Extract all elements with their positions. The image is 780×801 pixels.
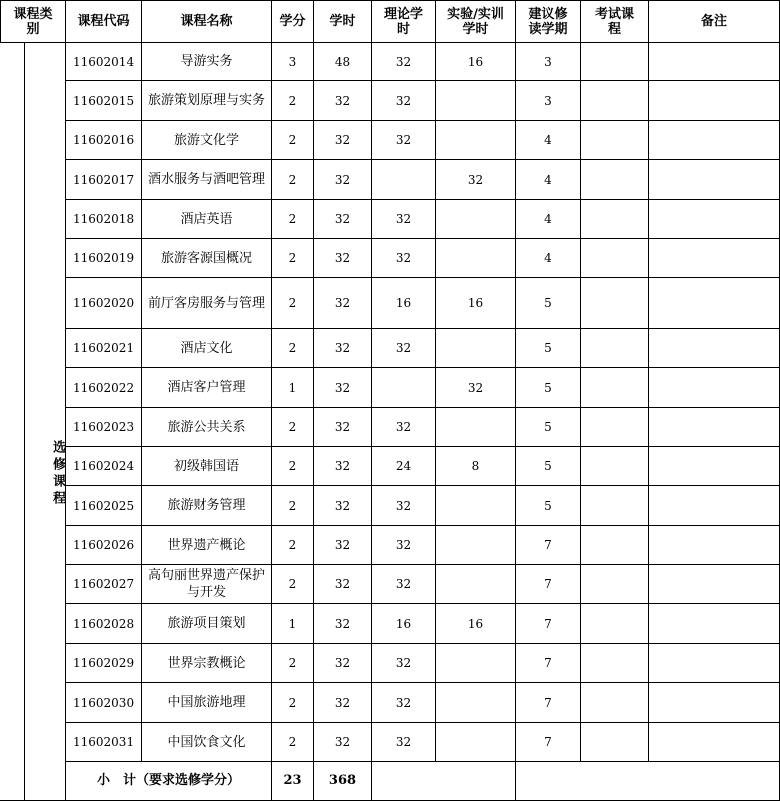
cell-theory: 32 — [371, 564, 436, 604]
course-name: 中国旅游地理 — [141, 682, 272, 723]
cell-remarks — [648, 277, 780, 329]
cell-lab — [435, 722, 516, 762]
cell-credits: 2 — [271, 722, 314, 762]
cell-semester: 7 — [515, 525, 581, 565]
cell-lab: 32 — [435, 367, 516, 408]
course-code: 11602017 — [65, 159, 142, 200]
cell-credits: 2 — [271, 564, 314, 604]
cell-semester: 7 — [515, 564, 581, 604]
header-lab: 实验/实训学时 — [435, 0, 516, 43]
cell-exam — [580, 407, 649, 447]
course-name: 旅游财务管理 — [141, 485, 272, 526]
cell-hours: 32 — [313, 682, 372, 723]
cell-remarks — [648, 238, 780, 278]
cell-exam — [580, 446, 649, 486]
cell-exam — [580, 564, 649, 604]
cell-credits: 2 — [271, 120, 314, 160]
cell-theory: 32 — [371, 682, 436, 723]
cell-theory — [371, 159, 436, 200]
cell-hours: 32 — [313, 407, 372, 447]
header-hours: 学时 — [313, 0, 372, 43]
cell-semester: 7 — [515, 643, 581, 683]
cell-credits: 3 — [271, 42, 314, 81]
cell-credits: 2 — [271, 199, 314, 239]
cell-hours: 32 — [313, 238, 372, 278]
cell-credits: 2 — [271, 328, 314, 368]
cell-hours: 32 — [313, 328, 372, 368]
cell-semester: 3 — [515, 80, 581, 121]
cell-credits: 2 — [271, 407, 314, 447]
cell-remarks — [648, 199, 780, 239]
course-name: 中国饮食文化 — [141, 722, 272, 762]
cell-semester: 5 — [515, 407, 581, 447]
header-name: 课程名称 — [141, 0, 272, 43]
cell-semester: 5 — [515, 446, 581, 486]
cell-credits: 2 — [271, 525, 314, 565]
cell-remarks — [648, 159, 780, 200]
cell-theory: 32 — [371, 407, 436, 447]
course-name: 旅游文化学 — [141, 120, 272, 160]
cell-hours: 32 — [313, 367, 372, 408]
cell-hours: 32 — [313, 446, 372, 486]
course-code: 11602025 — [65, 485, 142, 526]
cell-lab — [435, 564, 516, 604]
cell-exam — [580, 525, 649, 565]
course-code: 11602026 — [65, 525, 142, 565]
cell-exam — [580, 328, 649, 368]
cell-lab — [435, 407, 516, 447]
cell-theory: 32 — [371, 328, 436, 368]
cell-exam — [580, 199, 649, 239]
cell-exam — [580, 643, 649, 683]
cell-credits: 1 — [271, 367, 314, 408]
cell-remarks — [648, 446, 780, 486]
course-code: 11602031 — [65, 722, 142, 762]
subtotal-label: 小 计（要求选修学分） — [65, 761, 272, 801]
cell-semester: 5 — [515, 485, 581, 526]
cell-remarks — [648, 367, 780, 408]
course-name: 酒水服务与酒吧管理 — [141, 159, 272, 200]
subtotal-credits: 23 — [271, 761, 314, 801]
cell-credits: 2 — [271, 643, 314, 683]
cell-credits: 2 — [271, 485, 314, 526]
cell-lab: 16 — [435, 277, 516, 329]
course-code: 11602019 — [65, 238, 142, 278]
cell-semester: 7 — [515, 682, 581, 723]
course-code: 11602027 — [65, 564, 142, 604]
cell-credits: 2 — [271, 159, 314, 200]
course-code: 11602022 — [65, 367, 142, 408]
cell-remarks — [648, 80, 780, 121]
cell-exam — [580, 120, 649, 160]
cell-remarks — [648, 682, 780, 723]
cell-semester: 5 — [515, 277, 581, 329]
cell-remarks — [648, 722, 780, 762]
cell-theory: 32 — [371, 722, 436, 762]
cell-exam — [580, 722, 649, 762]
cell-remarks — [648, 328, 780, 368]
course-code: 11602030 — [65, 682, 142, 723]
cell-hours: 32 — [313, 120, 372, 160]
cell-lab — [435, 199, 516, 239]
cell-lab: 16 — [435, 603, 516, 644]
cell-lab — [435, 485, 516, 526]
cell-exam — [580, 682, 649, 723]
course-code: 11602014 — [65, 42, 142, 81]
course-name: 世界宗教概论 — [141, 643, 272, 683]
cell-remarks — [648, 120, 780, 160]
cell-exam — [580, 80, 649, 121]
cell-exam — [580, 238, 649, 278]
cell-remarks — [648, 525, 780, 565]
cell-lab: 16 — [435, 42, 516, 81]
cell-theory: 24 — [371, 446, 436, 486]
course-name: 导游实务 — [141, 42, 272, 81]
cell-exam — [580, 42, 649, 81]
subtotal-hours: 368 — [313, 761, 372, 801]
cell-hours: 32 — [313, 485, 372, 526]
cell-semester: 4 — [515, 120, 581, 160]
cell-remarks — [648, 42, 780, 81]
course-name: 酒店文化 — [141, 328, 272, 368]
header-code: 课程代码 — [65, 0, 142, 43]
course-name: 世界遗产概论 — [141, 525, 272, 565]
course-code: 11602016 — [65, 120, 142, 160]
cell-semester: 3 — [515, 42, 581, 81]
cell-lab — [435, 682, 516, 723]
course-code: 11602023 — [65, 407, 142, 447]
cell-credits: 2 — [271, 682, 314, 723]
cell-hours: 32 — [313, 277, 372, 329]
cell-exam — [580, 277, 649, 329]
course-name: 酒店英语 — [141, 199, 272, 239]
cell-semester: 5 — [515, 328, 581, 368]
subtotal-empty-1 — [371, 761, 516, 801]
cell-exam — [580, 367, 649, 408]
cell-lab — [435, 525, 516, 565]
header-exam: 考试课程 — [580, 0, 649, 43]
category-label: 选修课程 — [0, 42, 66, 801]
cell-remarks — [648, 603, 780, 644]
cell-semester: 4 — [515, 199, 581, 239]
cell-lab — [435, 643, 516, 683]
cell-remarks — [648, 407, 780, 447]
cell-remarks — [648, 564, 780, 604]
cell-hours: 32 — [313, 603, 372, 644]
course-name: 高句丽世界遗产保护与开发 — [141, 564, 272, 604]
cell-hours: 32 — [313, 722, 372, 762]
cell-theory: 32 — [371, 238, 436, 278]
course-name: 初级韩国语 — [141, 446, 272, 486]
cell-theory: 16 — [371, 277, 436, 329]
cell-lab — [435, 328, 516, 368]
cell-exam — [580, 485, 649, 526]
cell-theory: 32 — [371, 485, 436, 526]
course-code: 11602024 — [65, 446, 142, 486]
cell-hours: 32 — [313, 80, 372, 121]
course-code: 11602015 — [65, 80, 142, 121]
cell-remarks — [648, 485, 780, 526]
cell-hours: 32 — [313, 564, 372, 604]
cell-credits: 2 — [271, 238, 314, 278]
cell-exam — [580, 603, 649, 644]
header-semester: 建议修读学期 — [515, 0, 581, 43]
header-credits: 学分 — [271, 0, 314, 43]
cell-semester: 4 — [515, 159, 581, 200]
cell-hours: 32 — [313, 159, 372, 200]
cell-semester: 7 — [515, 603, 581, 644]
course-name: 酒店客户管理 — [141, 367, 272, 408]
category-inner-border — [24, 42, 25, 800]
course-code: 11602028 — [65, 603, 142, 644]
cell-semester: 5 — [515, 367, 581, 408]
cell-lab — [435, 238, 516, 278]
cell-theory: 32 — [371, 199, 436, 239]
cell-semester: 4 — [515, 238, 581, 278]
course-name: 旅游公共关系 — [141, 407, 272, 447]
header-category: 课程类别 — [0, 0, 66, 43]
cell-lab — [435, 120, 516, 160]
cell-remarks — [648, 643, 780, 683]
course-name: 旅游策划原理与实务 — [141, 80, 272, 121]
subtotal-empty-2 — [515, 761, 780, 801]
cell-lab: 32 — [435, 159, 516, 200]
cell-theory — [371, 367, 436, 408]
cell-credits: 2 — [271, 80, 314, 121]
cell-lab — [435, 80, 516, 121]
cell-theory: 32 — [371, 80, 436, 121]
course-name: 前厅客房服务与管理 — [141, 277, 272, 329]
course-name: 旅游项目策划 — [141, 603, 272, 644]
cell-semester: 7 — [515, 722, 581, 762]
header-theory: 理论学时 — [371, 0, 436, 43]
course-code: 11602021 — [65, 328, 142, 368]
cell-theory: 16 — [371, 603, 436, 644]
header-remarks: 备注 — [648, 0, 780, 43]
cell-credits: 2 — [271, 446, 314, 486]
cell-hours: 32 — [313, 525, 372, 565]
cell-lab: 8 — [435, 446, 516, 486]
cell-exam — [580, 159, 649, 200]
cell-theory: 32 — [371, 120, 436, 160]
cell-credits: 2 — [271, 277, 314, 329]
course-code: 11602018 — [65, 199, 142, 239]
course-code: 11602029 — [65, 643, 142, 683]
course-name: 旅游客源国概况 — [141, 238, 272, 278]
cell-theory: 32 — [371, 643, 436, 683]
cell-credits: 1 — [271, 603, 314, 644]
course-code: 11602020 — [65, 277, 142, 329]
cell-theory: 32 — [371, 525, 436, 565]
cell-hours: 32 — [313, 643, 372, 683]
cell-hours: 32 — [313, 199, 372, 239]
cell-theory: 32 — [371, 42, 436, 81]
cell-hours: 48 — [313, 42, 372, 81]
